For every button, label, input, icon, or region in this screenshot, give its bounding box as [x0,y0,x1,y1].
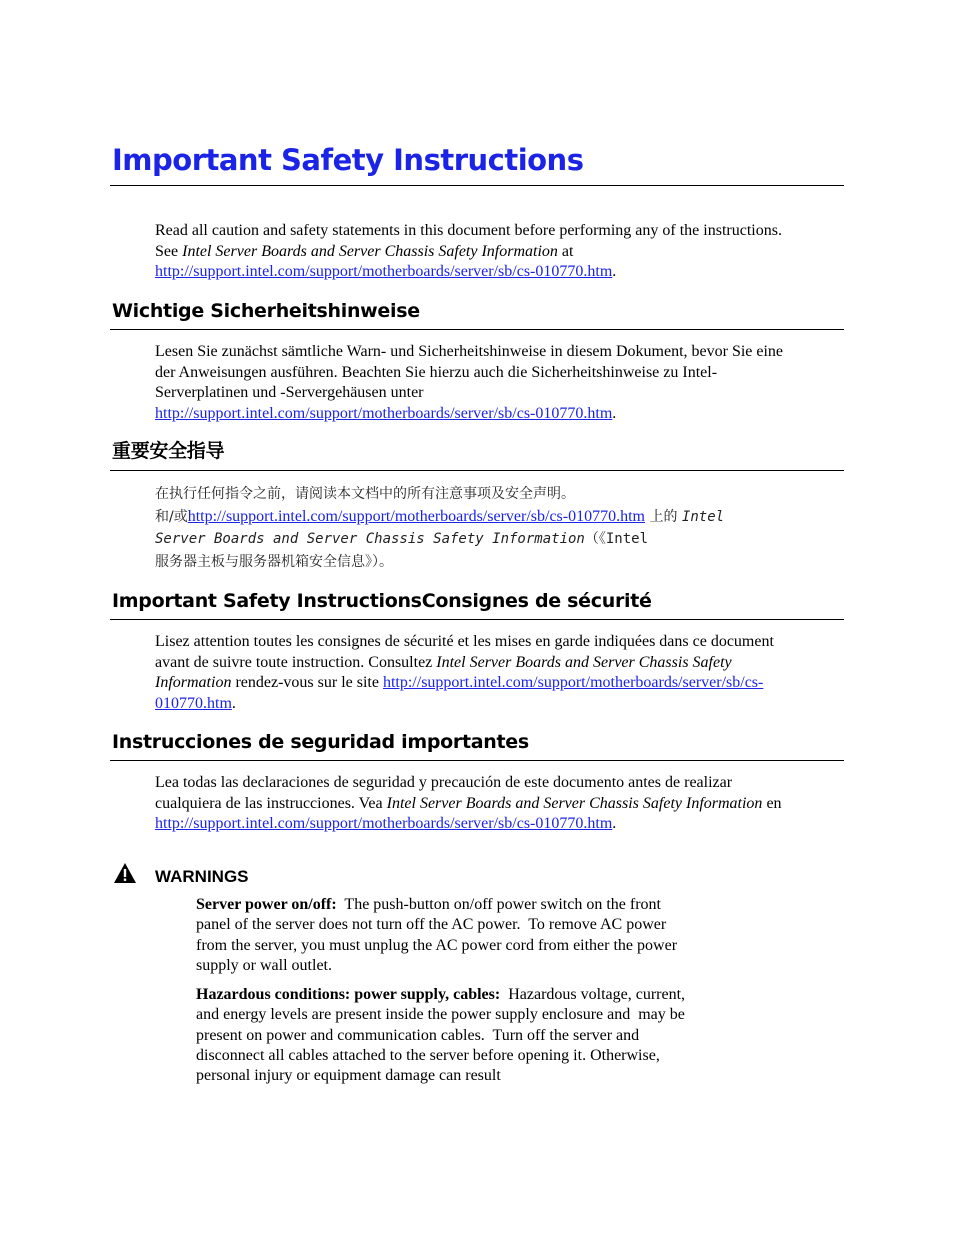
german-line-1: Lesen Sie zunächst sämtliche Warn- und Sicherheitshinweise in diesem Dokument, bevor Sie eine [155,343,784,360]
german-rule [110,329,844,330]
english-line-3: http://support.intel.com/support/motherboards/server/sb/cs-010770.htm. [155,263,617,280]
spanish-line-2: cualquiera de las instrucciones. Vea Intel Server Boards and Server Chassis Safety Information en [155,794,782,812]
warning-triangle-icon [113,862,137,884]
french-line-3: Information rendez-vous sur le site http://support.intel.com/support/motherboards/server/sb/cs- [155,674,764,691]
chinese-line-1: 在执行任何指令之前，请阅读本文档中的所有注意事项及安全声明。 [155,486,575,502]
french-safety-link-cont[interactable]: 010770.htm [155,694,232,712]
page-title: Important Safety Instructions [112,143,584,177]
english-paragraph [155,221,845,283]
german-paragraph [155,342,845,424]
warning-label-hazard: Hazardous conditions: power supply, cables: [196,986,501,1003]
spanish-rule [110,760,844,761]
chinese-heading: 重要安全指导 [112,440,225,462]
english-line-2: See Intel Server Boards and Server Chassis Safety Information at [155,242,574,260]
warning-item-power: Server power on/off: The push-button on/off power switch on the front panel of the server does not turn off the AC power. To remove AC power from the server, you must unplug the AC power cord from either the power supply or wall outlet. [196,896,678,974]
spanish-line-3: http://support.intel.com/support/motherboards/server/sb/cs-010770.htm. [155,815,617,832]
chinese-paragraph [155,483,845,573]
warnings-title: WARNINGS [155,867,249,886]
german-safety-link[interactable]: http://support.intel.com/support/motherboards/server/sb/cs-010770.htm [155,404,613,422]
french-rule [110,619,844,620]
french-line-1: Lisez attention toutes les consignes de sécurité et les mises en garde indiquées dans ce document [155,633,774,650]
chinese-line-4: 服务器主板与服务器机箱安全信息》）。 [155,553,393,570]
english-safety-link[interactable]: http://support.intel.com/support/motherboards/server/sb/cs-010770.htm [155,263,613,280]
german-line-3: Serverplatinen und -Servergehäusen unter [155,384,424,401]
german-line-2: der Anweisungen ausführen. Beachten Sie hierzu auch die Sicherheitshinweise zu Intel- [155,363,718,381]
german-line-4: http://support.intel.com/support/motherboards/server/sb/cs-010770.htm. [155,404,617,422]
english-doc-title: Intel Server Boards and Server Chassis Safety Information [182,242,558,260]
title-rule [110,185,844,186]
spanish-safety-link[interactable]: http://support.intel.com/support/motherboards/server/sb/cs-010770.htm [155,815,613,832]
french-safety-link[interactable]: http://support.intel.com/support/motherboards/server/sb/cs- [382,674,764,691]
french-paragraph [155,632,845,714]
chinese-rule [110,470,844,471]
french-line-4: 010770.htm. [155,694,236,712]
french-heading: Important Safety InstructionsConsignes de sécurité [112,590,652,612]
warning-item-hazard: Hazardous conditions: power supply, cables: Hazardous voltage, current, and energy levels are present inside the power supply enclosure and may be present on power and communication cables. Turn off the server and disconnect all cables attached to the server before opening it. Otherwise, personal injury or equipment damage can result [196,986,686,1085]
chinese-line-2: 和/或http://support.intel.com/support/motherboards/server/sb/cs-010770.htm 上的 Intel [155,507,725,525]
chinese-line-3: Server Boards and Server Chassis Safety Information（《Intel [155,531,649,547]
english-line-1: Read all caution and safety statements in this document before performing any of the instructions. [155,222,782,239]
spanish-heading: Instrucciones de seguridad importantes [112,731,529,753]
chinese-safety-link[interactable]: http://support.intel.com/support/motherboards/server/sb/cs-010770.htm [187,507,645,525]
warning-label-power: Server power on/off: [196,896,337,913]
german-heading: Wichtige Sicherheitshinweise [112,300,420,322]
french-line-2: avant de suivre toute instruction. Consultez Intel Server Boards and Server Chassis Safety [155,653,732,671]
spanish-paragraph [155,773,845,835]
spanish-line-1: Lea todas las declaraciones de seguridad y precaución de este documento antes de realizar [155,774,733,791]
